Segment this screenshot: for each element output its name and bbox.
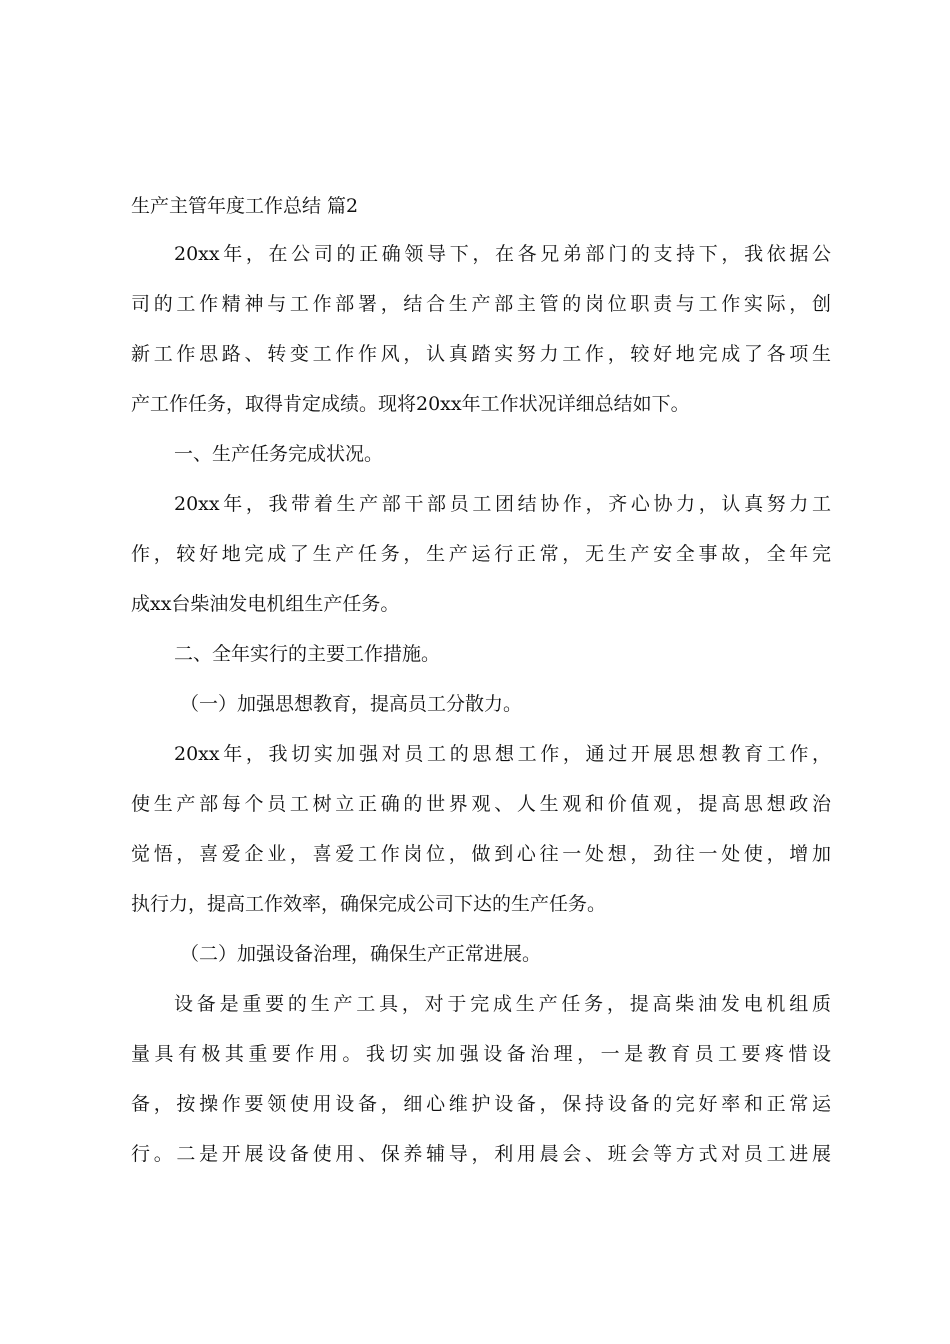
subsection-heading-2: （二）加强设备治理，确保生产正常进展。 <box>180 943 542 965</box>
section-heading-1: 一、生产任务完成状况。 <box>174 443 384 465</box>
paragraph-2-line-3: 成xx台柴油发电机组生产任务。 <box>131 593 400 615</box>
section-heading-2: 二、全年实行的主要工作措施。 <box>174 643 441 665</box>
paragraph-4-line-4: 行。二是开展设备使用、保养辅导，利用晨会、班会等方式对员工进展 <box>131 1143 831 1165</box>
document-title: 生产主管年度工作总结 篇2 <box>131 195 359 217</box>
paragraph-3-line-3: 觉悟，喜爱企业，喜爱工作岗位，做到心往一处想，劲往一处使，增加 <box>131 843 831 865</box>
subsection-heading-1: （一）加强思想教育，提高员工分散力。 <box>180 693 523 715</box>
paragraph-1-line-2: 司的工作精神与工作部署，结合生产部主管的岗位职责与工作实际，创 <box>131 293 831 315</box>
paragraph-3-line-2: 使生产部每个员工树立正确的世界观、人生观和价值观，提高思想政治 <box>131 793 831 815</box>
paragraph-3-line-1: 20xx年，我切实加强对员工的思想工作，通过开展思想教育工作， <box>174 743 831 765</box>
paragraph-1-line-3: 新工作思路、转变工作作风，认真踏实努力工作，较好地完成了各项生 <box>131 343 831 365</box>
paragraph-1-line-1: 20xx年，在公司的正确领导下，在各兄弟部门的支持下，我依据公 <box>174 243 831 265</box>
paragraph-4-line-3: 备，按操作要领使用设备，细心维护设备，保持设备的完好率和正常运 <box>131 1093 831 1115</box>
paragraph-2-line-1: 20xx年，我带着生产部干部员工团结协作，齐心协力，认真努力工 <box>174 493 831 515</box>
paragraph-4-line-2: 量具有极其重要作用。我切实加强设备治理，一是教育员工要疼惜设 <box>131 1043 831 1065</box>
paragraph-2-line-2: 作，较好地完成了生产任务，生产运行正常，无生产安全事故，全年完 <box>131 543 831 565</box>
paragraph-3-line-4: 执行力，提高工作效率，确保完成公司下达的生产任务。 <box>131 893 607 915</box>
paragraph-4-line-1: 设备是重要的生产工具，对于完成生产任务，提高柴油发电机组质 <box>174 993 831 1015</box>
paragraph-1-line-4: 产工作任务，取得肯定成绩。现将20xx年工作状况详细总结如下。 <box>131 393 690 415</box>
